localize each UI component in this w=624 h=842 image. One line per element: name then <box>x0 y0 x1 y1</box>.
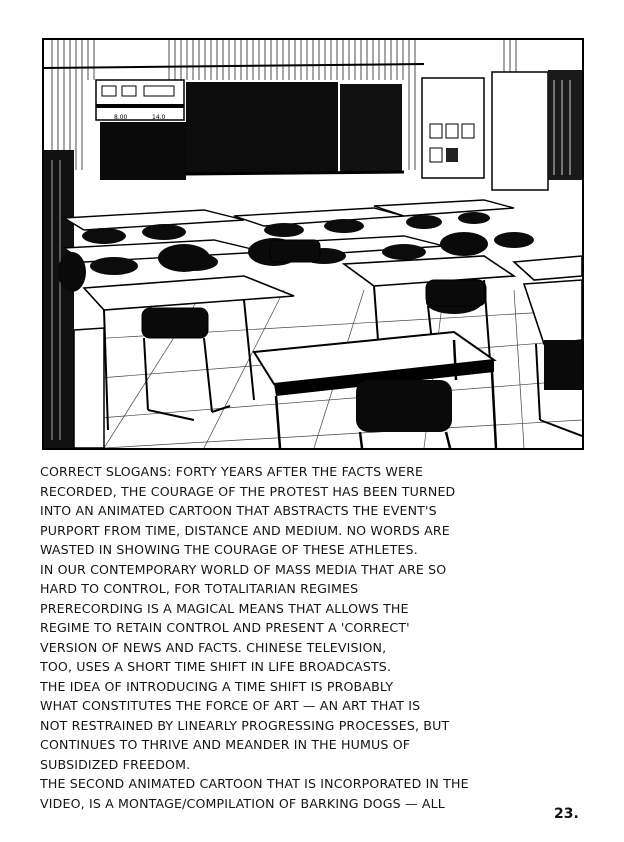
blackboard-small <box>100 122 186 180</box>
body-line: REGIME TO RETAIN CONTROL AND PRESENT A 'CORRECT' <box>40 620 410 635</box>
body-line: THE SECOND ANIMATED CARTOON THAT IS INCORPORATED IN THE <box>40 776 469 791</box>
body-line: WASTED IN SHOWING THE COURAGE OF THESE ATHLETES. <box>40 542 418 557</box>
classroom-illustration <box>42 38 584 450</box>
blackboard-right <box>340 84 402 172</box>
body-line: CONTINUES TO THRIVE AND MEANDER IN THE HUMUS OF <box>40 737 411 752</box>
classroom-door <box>492 72 548 190</box>
left-pillar <box>44 150 74 448</box>
body-line: INTO AN ANIMATED CARTOON THAT ABSTRACTS THE EVENT'S <box>40 503 437 518</box>
body-line: HARD TO CONTROL, FOR TOTALITARIAN REGIMES <box>40 581 359 596</box>
page-number: 23. <box>554 806 579 822</box>
classroom-drawing <box>44 40 582 448</box>
body-line: WHAT CONSTITUTES THE FORCE OF ART — AN ART THAT IS <box>40 698 421 713</box>
body-line: NOT RESTRAINED BY LINEARLY PROGRESSING PROCESSES, BUT <box>40 717 450 733</box>
bulletin-board <box>422 78 484 178</box>
body-line: TOO, USES A SHORT TIME SHIFT IN LIFE BROADCASTS. <box>40 659 392 674</box>
body-line: CORRECT SLOGANS: FORTY YEARS AFTER THE FACTS WERE <box>40 464 424 479</box>
middle-desks <box>84 256 582 310</box>
body-line: IN OUR CONTEMPORARY WORLD OF MASS MEDIA THAT ARE SO <box>40 561 447 577</box>
body-line: VIDEO, IS A MONTAGE/COMPILATION OF BARKING DOGS — ALL <box>40 795 445 811</box>
blackboard-main <box>186 82 338 174</box>
front-chair <box>356 380 452 432</box>
blackboard-label-left: 8.00 <box>114 114 128 121</box>
body-line: PURPORT FROM TIME, DISTANCE AND MEDIUM. NO WORDS ARE <box>40 522 450 538</box>
blackboard-label-right: 14.0 <box>152 114 166 121</box>
body-line: VERSION OF NEWS AND FACTS. CHINESE TELEVISION, <box>40 639 387 655</box>
body-text <box>40 462 588 813</box>
body-line: RECORDED, THE COURAGE OF THE PROTEST HAS BEEN TURNED <box>40 483 456 499</box>
body-line: SUBSIDIZED FREEDOM. <box>40 756 191 772</box>
body-line: PRERECORDING IS A MAGICAL MEANS THAT ALLOWS THE <box>40 600 409 616</box>
body-line: THE IDEA OF INTRODUCING A TIME SHIFT IS PROBABLY <box>40 678 394 694</box>
